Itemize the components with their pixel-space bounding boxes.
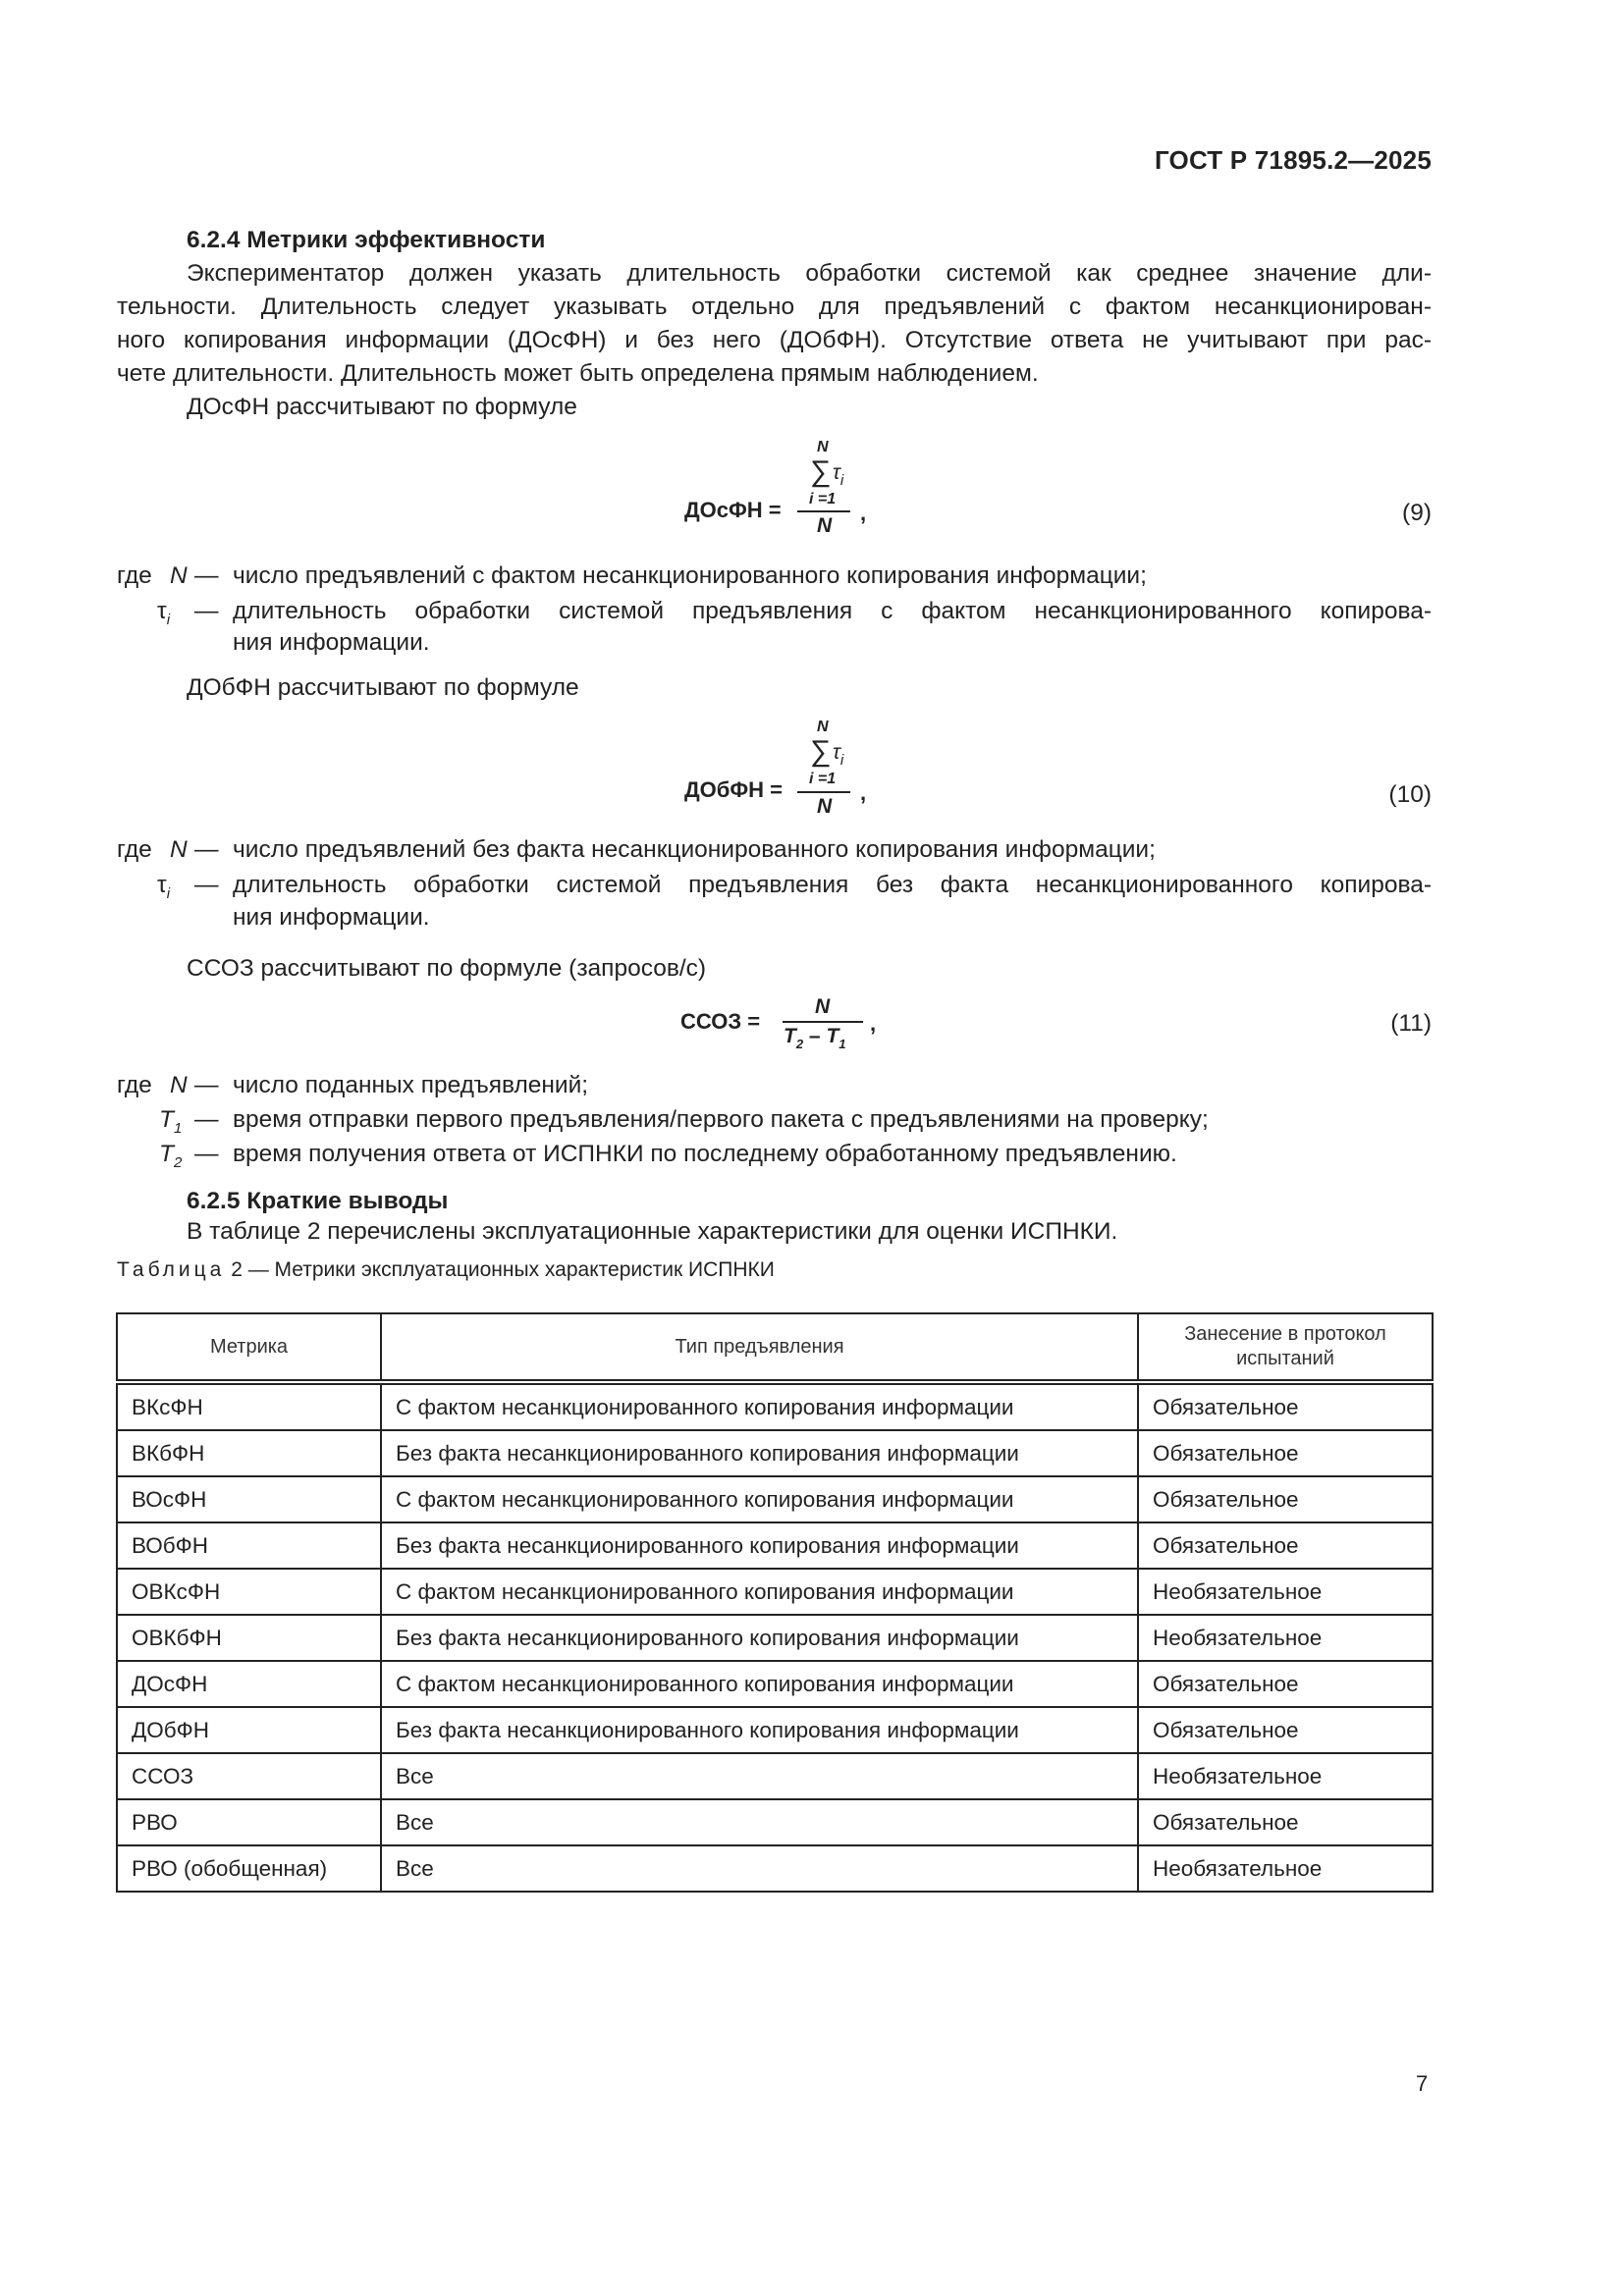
table-caption-text: — Метрики эксплуатационных характеристик ИСПНКИ: [247, 1258, 775, 1281]
column-header-presentation-type: Тип предъявления: [381, 1313, 1138, 1382]
cell-metric: ССОЗ: [117, 1753, 381, 1799]
sum-upper-limit: N: [817, 719, 829, 735]
symbol-T1: $T_1$: [159, 1106, 183, 1137]
paragraph: В таблице 2 перечислены эксплуатационные характеристики для оценки ИСПНКИ.: [187, 1218, 1118, 1245]
formula-intro: ДОбФН рассчитывают по формуле: [187, 674, 579, 701]
column-header-protocol-entry: Занесение в протокол испытаний: [1138, 1313, 1433, 1382]
cell-protocol-entry: Обязательное: [1138, 1476, 1433, 1522]
formula-comma: ,: [860, 501, 867, 525]
where-lead: где: [117, 1072, 152, 1098]
cell-protocol-entry: Необязательное: [1138, 1615, 1433, 1661]
table-row: [117, 1845, 1433, 1892]
table-caption: [117, 1256, 775, 1284]
formula-comma: ,: [870, 1011, 877, 1036]
equation-number: (11): [1390, 1010, 1432, 1037]
table-header-row: [117, 1313, 1433, 1382]
where-lead: где: [117, 562, 152, 589]
cell-protocol-entry: Необязательное: [1138, 1753, 1433, 1799]
definition-text-cont: ния информации.: [233, 629, 430, 656]
denominator: $T_2 - T_1$: [784, 1025, 846, 1051]
table-caption-label: Таблица: [117, 1258, 226, 1281]
definition-text: число предъявлений с фактом несанкционированного копирования информации;: [233, 562, 1147, 589]
summand: $\tau_i$: [833, 461, 844, 489]
formula-comma: ,: [860, 780, 867, 805]
denominator: N: [817, 514, 833, 537]
table-row: [117, 1707, 1433, 1753]
cell-protocol-entry: Необязательное: [1138, 1569, 1433, 1615]
symbol-N: N: [170, 1072, 188, 1098]
document-id-header: ГОСТ Р 71895.2—2025: [1154, 145, 1432, 175]
definition-dash: —: [194, 562, 219, 589]
sum-lower-limit: i =1: [809, 491, 837, 507]
cell-metric: ДОбФН: [117, 1707, 381, 1753]
cell-protocol-entry: Обязательное: [1138, 1661, 1433, 1707]
symbol-tau: $\tau_i$: [157, 598, 171, 628]
formula-lhs: ДОсФН =: [684, 498, 782, 522]
definition-text-cont: ния информации.: [233, 904, 430, 931]
denominator: N: [817, 795, 833, 818]
definition-text: время отправки первого предъявления/первого пакета с предъявлениями на проверку;: [233, 1106, 1209, 1133]
paragraph-line: чете длительности. Длительность может быть определена прямым наблюдением.: [117, 360, 1039, 387]
cell-presentation-type: Без факта несанкционированного копирования информации: [381, 1707, 1138, 1753]
table-row: [117, 1615, 1433, 1661]
cell-metric: ВКбФН: [117, 1430, 381, 1476]
cell-presentation-type: С фактом несанкционированного копирования информации: [381, 1476, 1138, 1522]
cell-presentation-type: Все: [381, 1799, 1138, 1845]
definition-text: длительность обработки системой предъявления без факта несанкционированного копирова-: [233, 872, 1432, 898]
cell-presentation-type: С фактом несанкционированного копирования информации: [381, 1569, 1138, 1615]
table-row: [117, 1382, 1433, 1430]
cell-presentation-type: С фактом несанкционированного копирования информации: [381, 1661, 1138, 1707]
fraction-bar: [783, 1021, 863, 1023]
equation-number: (10): [1388, 781, 1432, 808]
fraction-bar: [797, 791, 850, 793]
formula-lhs: ДОбФН =: [684, 777, 783, 802]
definition-dash: —: [194, 836, 219, 863]
definition-dash: —: [194, 1072, 219, 1098]
paragraph-line: Экспериментатор должен указать длительность обработки системой как среднее значение дли-: [187, 260, 1432, 287]
cell-protocol-entry: Обязательное: [1138, 1430, 1433, 1476]
definition-text: длительность обработки системой предъявления с фактом несанкционированного копирова-: [233, 598, 1432, 624]
table-row: [117, 1753, 1433, 1799]
definition-text: число предъявлений без факта несанкционированного копирования информации;: [233, 836, 1156, 863]
equation-number: (9): [1402, 500, 1432, 526]
cell-metric: ОВКбФН: [117, 1615, 381, 1661]
table-row: [117, 1476, 1433, 1522]
cell-metric: ВКсФН: [117, 1382, 381, 1430]
definition-dash: —: [194, 1106, 219, 1133]
cell-protocol-entry: Обязательное: [1138, 1799, 1433, 1845]
paragraph-line: ного копирования информации (ДОсФН) и без него (ДОбФН). Отсутствие ответа не учитывают при рас-: [117, 327, 1432, 353]
cell-presentation-type: Все: [381, 1845, 1138, 1892]
symbol-tau: $\tau_i$: [157, 872, 171, 902]
cell-protocol-entry: Необязательное: [1138, 1845, 1433, 1892]
definition-dash: —: [194, 598, 219, 624]
table-row: [117, 1661, 1433, 1707]
cell-protocol-entry: Обязательное: [1138, 1382, 1433, 1430]
column-header-metric: Метрика: [117, 1313, 381, 1382]
table-row: [117, 1569, 1433, 1615]
table-row: [117, 1522, 1433, 1569]
formula-lhs: ССОЗ =: [680, 1009, 761, 1034]
paragraph-line: тельности. Длительность следует указывать отдельно для предъявлений с фактом несанкционирован-: [117, 294, 1432, 320]
cell-presentation-type: Без факта несанкционированного копирования информации: [381, 1615, 1138, 1661]
numerator: N: [815, 995, 831, 1018]
section-heading-6-2-4: 6.2.4 Метрики эффективности: [187, 227, 546, 253]
page-number: 7: [1416, 2071, 1429, 2096]
symbol-N: N: [170, 836, 188, 863]
definition-text: число поданных предъявлений;: [233, 1072, 589, 1098]
section-heading-6-2-5: 6.2.5 Краткие выводы: [187, 1188, 449, 1214]
sum-sign: ∑: [810, 735, 832, 768]
cell-protocol-entry: Обязательное: [1138, 1707, 1433, 1753]
summand: $\tau_i$: [833, 741, 844, 769]
where-lead: где: [117, 836, 152, 863]
formula-intro: ССОЗ рассчитывают по формуле (запросов/с): [187, 955, 707, 982]
table-caption-number: 2: [231, 1258, 243, 1281]
cell-metric: ВОбФН: [117, 1522, 381, 1569]
definition-text: время получения ответа от ИСПНКИ по последнему обработанному предъявлению.: [233, 1141, 1177, 1167]
sum-lower-limit: i =1: [809, 771, 837, 787]
table-row: [117, 1430, 1433, 1476]
cell-presentation-type: Без факта несанкционированного копирования информации: [381, 1522, 1138, 1569]
sum-sign: ∑: [810, 455, 832, 488]
cell-metric: РВО: [117, 1799, 381, 1845]
definition-dash: —: [194, 872, 219, 898]
cell-metric: ОВКсФН: [117, 1569, 381, 1615]
symbol-N: N: [170, 562, 188, 589]
definition-dash: —: [194, 1141, 219, 1167]
fraction-bar: [797, 510, 850, 512]
cell-metric: РВО (обобщенная): [117, 1845, 381, 1892]
symbol-T2: $T_2$: [159, 1141, 183, 1171]
cell-protocol-entry: Обязательное: [1138, 1522, 1433, 1569]
table-row: [117, 1799, 1433, 1845]
formula-intro: ДОсФН рассчитывают по формуле: [187, 394, 577, 420]
cell-presentation-type: С фактом несанкционированного копирования информации: [381, 1382, 1138, 1430]
cell-metric: ДОсФН: [117, 1661, 381, 1707]
cell-presentation-type: Все: [381, 1753, 1138, 1799]
cell-presentation-type: Без факта несанкционированного копирования информации: [381, 1430, 1138, 1476]
sum-upper-limit: N: [817, 439, 829, 455]
cell-metric: ВОсФН: [117, 1476, 381, 1522]
metrics-table: [116, 1312, 1434, 1893]
